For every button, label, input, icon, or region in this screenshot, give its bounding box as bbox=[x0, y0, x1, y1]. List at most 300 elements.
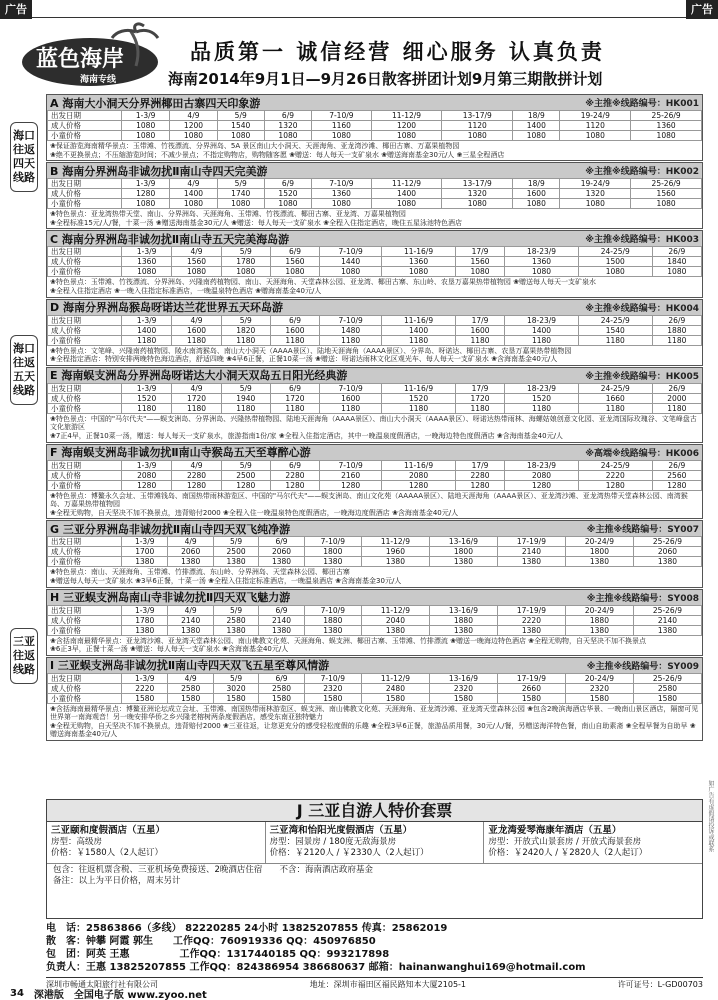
table-row bbox=[48, 470, 702, 480]
tour-code: ※主推※线路编号：HK005 bbox=[585, 371, 699, 382]
date-cell: 26/9 bbox=[652, 383, 701, 393]
date-cell: 1-3/9 bbox=[122, 537, 168, 547]
tour-notes bbox=[47, 567, 702, 586]
date-cell: 24-25/9 bbox=[578, 247, 652, 257]
price-cell: 1080 bbox=[172, 267, 221, 277]
price-cell: 1580 bbox=[213, 693, 258, 703]
price-cell: 2560 bbox=[652, 470, 701, 480]
logo bbox=[20, 22, 165, 92]
price-cell: 1080 bbox=[122, 131, 170, 141]
price-table bbox=[47, 383, 702, 414]
tour-title: H 三亚蜈支洲岛南山寺非诚勿扰Ⅱ四天双飞魅力游 bbox=[50, 591, 291, 604]
date-cell: 18-23/9 bbox=[505, 460, 579, 470]
table-row bbox=[48, 625, 702, 635]
date-cell: 13-17/9 bbox=[442, 179, 513, 189]
date-cell: 17/9 bbox=[455, 247, 504, 257]
price-cell: 1180 bbox=[505, 335, 579, 345]
price-cell: 1380 bbox=[565, 557, 633, 567]
room-label: 房型： bbox=[269, 836, 296, 847]
price-cell: 1600 bbox=[172, 325, 221, 335]
price-cell: 1320 bbox=[442, 189, 513, 199]
date-cell: 4/9 bbox=[170, 111, 217, 121]
row-label: 小童价格 bbox=[48, 625, 122, 635]
price-cell: 1280 bbox=[270, 480, 319, 490]
date-cell: 1-3/9 bbox=[122, 383, 172, 393]
price-cell: 1740 bbox=[217, 189, 264, 199]
tour-list bbox=[46, 94, 703, 799]
price-cell: 1180 bbox=[320, 335, 382, 345]
edition-label: 深港版 bbox=[33, 989, 64, 1000]
date-cell: 18-23/9 bbox=[505, 247, 579, 257]
table-row bbox=[48, 605, 702, 615]
date-cell: 17/9 bbox=[455, 383, 504, 393]
price-cell: 1600 bbox=[455, 325, 504, 335]
tour-title: I 三亚蜈支洲岛非诚勿扰Ⅱ南山寺四天双飞五星至尊风情游 bbox=[50, 659, 330, 673]
price-cell: 2140 bbox=[497, 547, 565, 557]
price-cell: 1400 bbox=[170, 189, 217, 199]
date-cell: 1-3/9 bbox=[122, 179, 170, 189]
date-cell: 18-23/9 bbox=[505, 315, 579, 325]
price-cell: 1520 bbox=[382, 393, 456, 403]
price-cell: 1380 bbox=[633, 557, 701, 567]
website-label: 全国电子版 www.zyoo.net bbox=[73, 989, 207, 1000]
slogan: 品质第一 诚信经营 细心服务 认真负责 bbox=[190, 40, 605, 64]
price-cell: 1080 bbox=[320, 267, 382, 277]
price-cell: 1880 bbox=[304, 615, 361, 625]
date-cell: 1-3/9 bbox=[122, 111, 170, 121]
price-cell: 1180 bbox=[172, 335, 221, 345]
table-row bbox=[48, 199, 702, 209]
price-cell: 1080 bbox=[652, 267, 701, 277]
side-label-haikou-five: 海口往返五天线路 bbox=[10, 335, 38, 405]
date-cell: 25-26/9 bbox=[633, 537, 701, 547]
footer bbox=[10, 986, 710, 1000]
price-cell: 1080 bbox=[455, 267, 504, 277]
price-cell: 2500 bbox=[221, 470, 270, 480]
hotel-name: 三亚颐和度假酒店（五星） bbox=[51, 825, 166, 836]
date-cell: 6/9 bbox=[264, 179, 311, 189]
price-cell: 2140 bbox=[633, 615, 701, 625]
price-cell: 1480 bbox=[320, 325, 382, 335]
table-row bbox=[48, 673, 702, 683]
price-cell: 1180 bbox=[382, 335, 456, 345]
date-cell: 20-24/9 bbox=[565, 537, 633, 547]
price-cell: 1080 bbox=[264, 131, 311, 141]
price-cell: 2080 bbox=[382, 470, 456, 480]
price-cell: 1580 bbox=[633, 693, 701, 703]
price-cell: 1180 bbox=[505, 403, 579, 413]
table-row bbox=[48, 460, 702, 470]
row-label: 成人价格 bbox=[48, 257, 122, 267]
price-cell: 1960 bbox=[361, 547, 429, 557]
price-cell: 1080 bbox=[270, 267, 319, 277]
date-cell: 11-12/9 bbox=[361, 673, 429, 683]
price-cell: 1080 bbox=[371, 199, 442, 209]
price-cell: 1400 bbox=[513, 121, 560, 131]
price-cell: 1180 bbox=[382, 403, 456, 413]
price-cell: 1180 bbox=[221, 335, 270, 345]
date-cell: 19-24/9 bbox=[560, 179, 631, 189]
price-cell: 1200 bbox=[371, 121, 442, 131]
price-cell: 1080 bbox=[442, 199, 513, 209]
price-cell: 1540 bbox=[578, 325, 652, 335]
note-line: ❀全程入住指定酒店 ❀一晚入住指定标准酒店，一晚温泉特色酒店 ❀赠海南基金40元/人 bbox=[50, 286, 322, 295]
note-line: ❀全程无购物，自天坚决不加不换景点，违背赔付2000 ❀全程入住一晚温泉特色度假酒店，一晚海边度假酒店 ❀含海南基金40元/人 bbox=[50, 508, 459, 517]
price-cell: 1660 bbox=[578, 393, 652, 403]
price-cell: 1520 bbox=[505, 393, 579, 403]
price-cell: 2060 bbox=[168, 547, 213, 557]
svg-text:海南专线: 海南专线 bbox=[80, 75, 117, 85]
date-cell: 7-10/9 bbox=[320, 383, 382, 393]
date-cell: 25-26/9 bbox=[631, 179, 702, 189]
table-row bbox=[48, 189, 702, 199]
table-row bbox=[48, 693, 702, 703]
price-cell: 1380 bbox=[122, 625, 168, 635]
hotel-price: ￥2420人 / ￥2820人（2人起订） bbox=[513, 848, 648, 858]
price-cell: 1720 bbox=[455, 393, 504, 403]
date-cell: 7-10/9 bbox=[312, 111, 372, 121]
table-row bbox=[48, 547, 702, 557]
date-cell: 24-25/9 bbox=[578, 460, 652, 470]
hotel-packages-title: J 三亚自游人特价套票 bbox=[47, 800, 702, 822]
table-row bbox=[48, 267, 702, 277]
price-cell: 1080 bbox=[122, 121, 170, 131]
tour-header bbox=[47, 590, 702, 605]
price-cell: 1320 bbox=[560, 189, 631, 199]
date-cell: 4/9 bbox=[168, 537, 213, 547]
tour-code: ※主推※线路编号：SY008 bbox=[586, 593, 699, 604]
date-cell: 13-16/9 bbox=[429, 605, 497, 615]
date-cell: 7-10/9 bbox=[320, 460, 382, 470]
price-cell: 1580 bbox=[497, 693, 565, 703]
price-cell: 2280 bbox=[172, 470, 221, 480]
price-cell: 1180 bbox=[122, 403, 172, 413]
price-cell: 1180 bbox=[578, 403, 652, 413]
price-cell: 1180 bbox=[122, 335, 172, 345]
date-cell: 5/9 bbox=[221, 383, 270, 393]
price-cell: 1500 bbox=[578, 257, 652, 267]
row-label: 小童价格 bbox=[48, 335, 122, 345]
date-cell: 1-3/9 bbox=[122, 673, 168, 683]
date-cell: 5/9 bbox=[221, 460, 270, 470]
price-cell: 1080 bbox=[217, 199, 264, 209]
tour-code: ※高端※线路编号：HK006 bbox=[585, 448, 699, 459]
tour-block bbox=[46, 589, 703, 656]
date-cell: 6/9 bbox=[259, 605, 304, 615]
room-type: 园景房 / 180度无敌海景房 bbox=[295, 836, 397, 847]
price-table bbox=[47, 605, 702, 636]
date-cell: 13-16/9 bbox=[429, 537, 497, 547]
price-cell: 1180 bbox=[455, 335, 504, 345]
row-label: 出发日期 bbox=[48, 179, 122, 189]
price-cell: 2140 bbox=[168, 615, 213, 625]
price-cell: 1180 bbox=[221, 403, 270, 413]
price-cell: 1380 bbox=[429, 625, 497, 635]
price-label: 价格： bbox=[51, 848, 77, 858]
price-cell: 1560 bbox=[631, 189, 702, 199]
price-cell: 1080 bbox=[122, 199, 170, 209]
date-cell: 26/9 bbox=[652, 247, 701, 257]
tour-notes bbox=[47, 141, 702, 160]
row-label: 成人价格 bbox=[48, 470, 122, 480]
date-cell: 1-3/9 bbox=[122, 315, 172, 325]
price-cell: 1580 bbox=[304, 693, 361, 703]
price-cell: 1080 bbox=[505, 267, 579, 277]
tour-code: ※主推※线路编号：SY009 bbox=[586, 661, 699, 672]
hotel-name: 亚龙湾爱琴海康年酒店（五星） bbox=[488, 825, 622, 836]
price-cell: 1560 bbox=[455, 257, 504, 267]
price-cell: 1080 bbox=[312, 131, 372, 141]
price-cell: 1080 bbox=[560, 199, 631, 209]
price-cell: 1280 bbox=[320, 480, 382, 490]
price-table bbox=[47, 536, 702, 567]
tour-title: A 海南大小洞天分界洲椰田古寨四天印象游 bbox=[50, 96, 261, 110]
row-label: 小童价格 bbox=[48, 480, 122, 490]
price-cell: 1180 bbox=[455, 403, 504, 413]
row-label: 成人价格 bbox=[48, 615, 122, 625]
tour-block bbox=[46, 444, 703, 520]
tour-block bbox=[46, 657, 703, 741]
price-cell: 1380 bbox=[259, 557, 304, 567]
date-cell: 11-12/9 bbox=[371, 111, 442, 121]
price-cell: 1180 bbox=[652, 403, 701, 413]
note-line: ❀含括南南最精华景点：亚龙湾沙滩、亚龙湾天堂森林公园、南山佛教文化苑、天涯海角、蜈支洲、椰田古寨、玉带滩、竹排漂流 ❀赠送一晚海边特色酒店 ❀全程无购物，自天坚决不加不换景点 bbox=[50, 636, 647, 645]
table-row bbox=[48, 383, 702, 393]
contact-manager: 负责人：王惠 13825207855 工作QQ：824386954 386680637 邮箱：hainanwanghui169@hotmail.com bbox=[46, 962, 586, 973]
date-cell: 6/9 bbox=[264, 111, 311, 121]
price-cell: 2160 bbox=[320, 470, 382, 480]
page-number: 34 bbox=[10, 987, 24, 999]
price-cell: 1380 bbox=[213, 625, 258, 635]
row-label: 小童价格 bbox=[48, 199, 122, 209]
date-cell: 7-10/9 bbox=[320, 315, 382, 325]
side-label-sanya: 三亚往返线路 bbox=[10, 628, 38, 684]
date-cell: 1-3/9 bbox=[122, 605, 168, 615]
price-cell: 1180 bbox=[172, 403, 221, 413]
price-cell: 2660 bbox=[497, 683, 565, 693]
price-cell: 2000 bbox=[652, 393, 701, 403]
price-cell: 1080 bbox=[513, 131, 560, 141]
price-cell: 2140 bbox=[259, 615, 304, 625]
date-cell: 7-10/9 bbox=[312, 179, 372, 189]
tour-block bbox=[46, 162, 703, 229]
price-cell: 1080 bbox=[312, 199, 372, 209]
table-row bbox=[48, 393, 702, 403]
ad-label-left: 广告 bbox=[0, 0, 32, 19]
date-cell: 6/9 bbox=[259, 537, 304, 547]
top-bar bbox=[0, 0, 718, 18]
price-cell: 2580 bbox=[213, 615, 258, 625]
price-cell: 1400 bbox=[505, 325, 579, 335]
table-row bbox=[48, 325, 702, 335]
price-cell: 1280 bbox=[221, 480, 270, 490]
date-cell: 6/9 bbox=[270, 315, 319, 325]
row-label: 出发日期 bbox=[48, 605, 122, 615]
row-label: 出发日期 bbox=[48, 383, 122, 393]
row-label: 小童价格 bbox=[48, 693, 122, 703]
tour-notes bbox=[47, 636, 702, 655]
price-cell: 1280 bbox=[382, 480, 456, 490]
price-cell: 2060 bbox=[259, 547, 304, 557]
price-table bbox=[47, 673, 702, 704]
date-cell: 4/9 bbox=[168, 673, 213, 683]
row-label: 成人价格 bbox=[48, 547, 122, 557]
row-label: 成人价格 bbox=[48, 189, 122, 199]
price-cell: 1120 bbox=[442, 121, 513, 131]
price-cell: 1780 bbox=[221, 257, 270, 267]
table-row bbox=[48, 480, 702, 490]
plan-subtitle: 海南2014年9月1日—9月26日散客拼团计划9月第三期散拼计划 bbox=[168, 70, 603, 88]
logo-graphic bbox=[20, 22, 165, 92]
price-cell: 1600 bbox=[320, 393, 382, 403]
tour-header bbox=[47, 231, 702, 246]
date-cell: 18/9 bbox=[513, 179, 560, 189]
price-cell: 1080 bbox=[170, 131, 217, 141]
price-cell: 1120 bbox=[560, 121, 631, 131]
price-label: 价格： bbox=[269, 848, 296, 858]
svg-text:蓝色海岸: 蓝色海岸 bbox=[36, 47, 125, 72]
tour-header bbox=[47, 95, 702, 110]
date-cell: 11-16/9 bbox=[382, 460, 456, 470]
hotel-name: 三亚湾和怡阳光度假酒店（五星） bbox=[269, 825, 413, 836]
date-cell: 5/9 bbox=[213, 605, 258, 615]
price-cell: 1400 bbox=[371, 189, 442, 199]
tour-code: ※主推※线路编号：SY007 bbox=[586, 525, 699, 536]
date-cell: 7-10/9 bbox=[320, 247, 382, 257]
price-cell: 1580 bbox=[122, 693, 168, 703]
price-cell: 1080 bbox=[560, 131, 631, 141]
price-cell: 2320 bbox=[304, 683, 361, 693]
date-cell: 11-12/9 bbox=[361, 537, 429, 547]
note-line: ❀保证游览海南精华景点：玉带滩、竹筏漂流、分界洲岛、5A 景区南山大小洞天、天涯海角、亚龙湾沙滩、椰田古寨、万嘉果植物园 bbox=[50, 142, 460, 150]
company-name: 深圳市畅通太阳旅行社有限公司 bbox=[46, 980, 158, 989]
price-cell: 1880 bbox=[652, 325, 701, 335]
price-cell: 1720 bbox=[270, 393, 319, 403]
price-cell: 1380 bbox=[361, 557, 429, 567]
date-cell: 19-24/9 bbox=[560, 111, 631, 121]
table-row bbox=[48, 683, 702, 693]
date-cell: 6/9 bbox=[270, 460, 319, 470]
price-table bbox=[47, 460, 702, 491]
tour-code: ※主推※线路编号：HK002 bbox=[585, 167, 699, 178]
date-cell: 7-10/9 bbox=[304, 605, 361, 615]
date-cell: 4/9 bbox=[172, 247, 221, 257]
row-label: 出发日期 bbox=[48, 247, 122, 257]
tour-title: F 海南蜈支洲岛非诚勿扰Ⅱ南山寺猴岛五天至尊醉心游 bbox=[50, 446, 311, 460]
tour-code: ※主推※线路编号：HK003 bbox=[585, 235, 699, 246]
price-cell: 1440 bbox=[320, 257, 382, 267]
hotel-price: ￥2120人 / ￥2330人（2人起订） bbox=[295, 848, 429, 858]
tour-notes bbox=[47, 277, 702, 296]
tour-notes bbox=[47, 209, 702, 228]
date-cell: 20-24/9 bbox=[565, 673, 633, 683]
date-cell: 11-16/9 bbox=[382, 383, 456, 393]
price-cell: 1380 bbox=[565, 625, 633, 635]
price-cell: 1080 bbox=[217, 131, 264, 141]
room-type: 开放式山景套房 / 开放式海景套房 bbox=[513, 836, 642, 847]
price-cell: 1560 bbox=[270, 257, 319, 267]
contact-phone: 电 话：25863866（多线） 82220285 24小时 13825207855 传真：25862019 bbox=[46, 923, 448, 934]
price-cell: 2320 bbox=[565, 683, 633, 693]
table-row bbox=[48, 615, 702, 625]
price-cell: 1180 bbox=[270, 335, 319, 345]
date-cell: 7-10/9 bbox=[304, 537, 361, 547]
tour-block bbox=[46, 520, 703, 587]
date-cell: 6/9 bbox=[270, 247, 319, 257]
price-cell: 1380 bbox=[429, 557, 497, 567]
note-line: ❀特色景点：博鳌永久会址、玉带滩钱岛、南国热带雨林游览区、中国的"马尔代夫"——蜈支洲岛、南山文化苑（AAAAA景区）、陆地天涯海角（AAAA景区）、亚龙湾沙滩、亚龙湾热带天堂森林公园、南湾猴岛、万嘉果热带植物园 bbox=[50, 491, 688, 509]
table-row bbox=[48, 131, 702, 141]
date-cell: 4/9 bbox=[172, 315, 221, 325]
date-cell: 7-10/9 bbox=[304, 673, 361, 683]
price-cell: 1360 bbox=[382, 257, 456, 267]
price-cell: 1580 bbox=[259, 693, 304, 703]
price-table bbox=[47, 246, 702, 277]
date-cell: 4/9 bbox=[172, 460, 221, 470]
tour-block bbox=[46, 367, 703, 443]
price-cell: 1360 bbox=[122, 257, 172, 267]
price-cell: 2080 bbox=[505, 470, 579, 480]
price-cell: 2480 bbox=[361, 683, 429, 693]
date-cell: 18/9 bbox=[513, 111, 560, 121]
note-line: ❀特色景点：玉带滩、竹筏漂流、分界洲岛、兴隆南药植物园、南山、天涯海角、天堂森林公园、亚龙湾、椰田古寨、东山岭、农垦万嘉果热带植物园 ❀赠送每人每天一支矿泉水 bbox=[50, 278, 596, 287]
note-line: ❀特色景点：亚龙湾热带天堂、南山、分界洲岛、天涯海角、玉带滩、竹筏漂流、椰田古寨、亚龙湾、万嘉果植物园 bbox=[50, 210, 406, 219]
price-cell: 2320 bbox=[429, 683, 497, 693]
price-cell: 1840 bbox=[652, 257, 701, 267]
price-table bbox=[47, 110, 702, 141]
price-cell: 2220 bbox=[122, 683, 168, 693]
table-row bbox=[48, 557, 702, 567]
price-cell: 1080 bbox=[578, 267, 652, 277]
price-cell: 1800 bbox=[429, 547, 497, 557]
price-cell: 2280 bbox=[270, 470, 319, 480]
date-cell: 5/9 bbox=[217, 111, 264, 121]
hotel-remark: 备注：以上为平日价格，周末另计 bbox=[53, 875, 181, 886]
table-row bbox=[48, 537, 702, 547]
note-line: ❀全程无购物，自天坚决不加不换景点，违背赔付2000 ❀三亚往返，让您更充分的感受轻松度假的乐趣 ❀全程3早6正餐，旅游品质用餐，30元/人/餐，另赠送海洋特色餐，南山自助素斋 ❀全程早餐为自助早 ❀赠送海南基金40元/人 bbox=[50, 721, 696, 739]
price-cell: 1560 bbox=[172, 257, 221, 267]
date-cell: 25-26/9 bbox=[633, 673, 701, 683]
price-cell: 1380 bbox=[304, 557, 361, 567]
note-line: ❀7正4早，正餐10菜一汤，赠送：每人每天一支矿泉水，旅游指南1份/家 ❀全程入住指定酒店，其中一晚温泉度假酒店，一晚海边特色度假酒店 ❀含海南基金40元/人 bbox=[50, 431, 563, 440]
date-cell: 1-3/9 bbox=[122, 460, 172, 470]
price-cell: 1200 bbox=[170, 121, 217, 131]
price-cell: 1180 bbox=[652, 335, 701, 345]
price-cell: 1580 bbox=[168, 693, 213, 703]
note-line: ❀6正3早，正餐十菜一汤 ❀赠送：每人每天一支矿泉水 ❀含海南基金40元/人 bbox=[50, 645, 289, 654]
price-cell: 1400 bbox=[122, 325, 172, 335]
date-cell: 5/9 bbox=[221, 315, 270, 325]
price-cell: 1380 bbox=[633, 625, 701, 635]
table-row bbox=[48, 111, 702, 121]
row-label: 小童价格 bbox=[48, 267, 122, 277]
table-row bbox=[48, 403, 702, 413]
tour-notes bbox=[47, 704, 702, 740]
tour-title: D 海南分界洲岛猴岛呀诺达兰花世界五天环岛游 bbox=[50, 301, 283, 315]
date-cell: 24-25/9 bbox=[578, 383, 652, 393]
row-label: 小童价格 bbox=[48, 403, 122, 413]
contact-block bbox=[46, 922, 703, 974]
price-cell: 1080 bbox=[371, 131, 442, 141]
tour-header bbox=[47, 445, 702, 460]
row-label: 出发日期 bbox=[48, 673, 122, 683]
table-row bbox=[48, 315, 702, 325]
price-cell: 2220 bbox=[578, 470, 652, 480]
date-cell: 13-16/9 bbox=[429, 673, 497, 683]
tour-header bbox=[47, 368, 702, 383]
note-line: ❀特色景点：文笔峰、兴隆南药植物园、陵水南湾猴岛、南山大小洞天（AAAA景区）、陆地天涯海角（AAAA景区）、分界岛、呀诺达、椰田古寨、农垦万嘉果热带植物园 bbox=[50, 346, 572, 355]
price-cell: 1280 bbox=[122, 189, 170, 199]
